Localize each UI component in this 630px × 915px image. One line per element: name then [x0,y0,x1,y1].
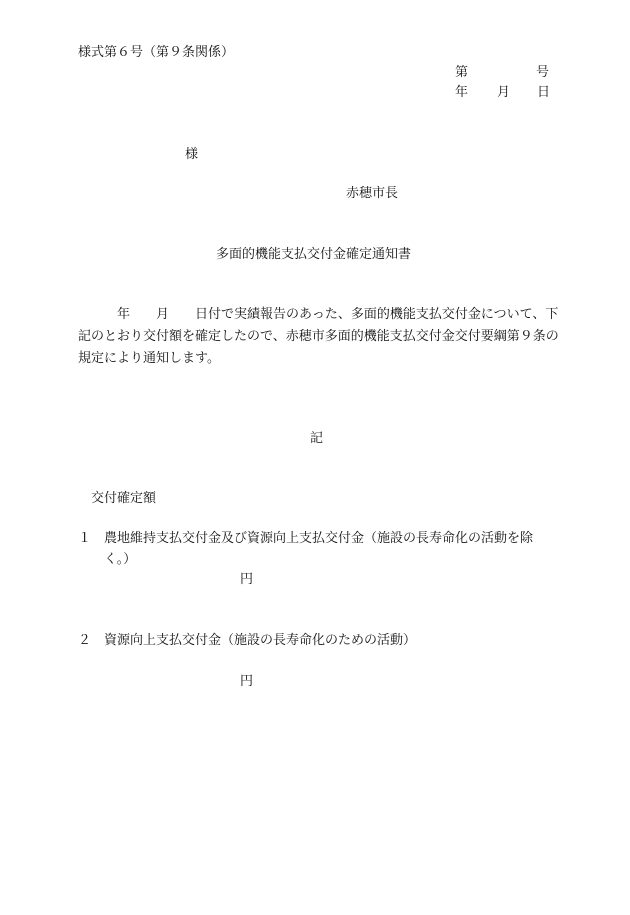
section-heading: 交付確定額 [91,491,157,506]
item-1-number: １ [78,531,92,546]
document-title: 多面的機能支払交付金確定通知書 [216,247,412,262]
body-text: 日付で実績報告のあった、多面的機能支払交付金について、下記のとおり交付額を確定したので、赤穂市多面的機能支払交付金交付要綱第９条の規定により通知します。 [78,307,559,366]
addressee-suffix: 様 [185,147,199,162]
item-1-line1: 農地維持支払交付金及び資源向上支払交付金（施設の長寿命化の活動を除 [104,531,534,546]
body-paragraph [78,304,564,370]
item-1-line2: く。） [104,552,137,567]
doc-number-suffix: 号 [536,65,550,80]
ki-heading: 記 [310,431,324,446]
item-2-line1: 資源向上支払交付金（施設の長寿命化のための活動） [104,633,417,648]
item-1-unit: 円 [240,572,254,587]
date-year: 年 [455,85,469,100]
body-month: 月 [156,307,170,322]
date-month: 月 [497,85,511,100]
item-2-unit: 円 [240,674,254,689]
form-label: 様式第６号（第９条関係） [78,45,235,60]
item-2-number: ２ [78,633,92,648]
body-year: 年 [117,307,131,322]
doc-number-prefix: 第 [455,65,469,80]
issuer: 赤穂市長 [346,186,399,201]
date-day: 日 [537,85,551,100]
